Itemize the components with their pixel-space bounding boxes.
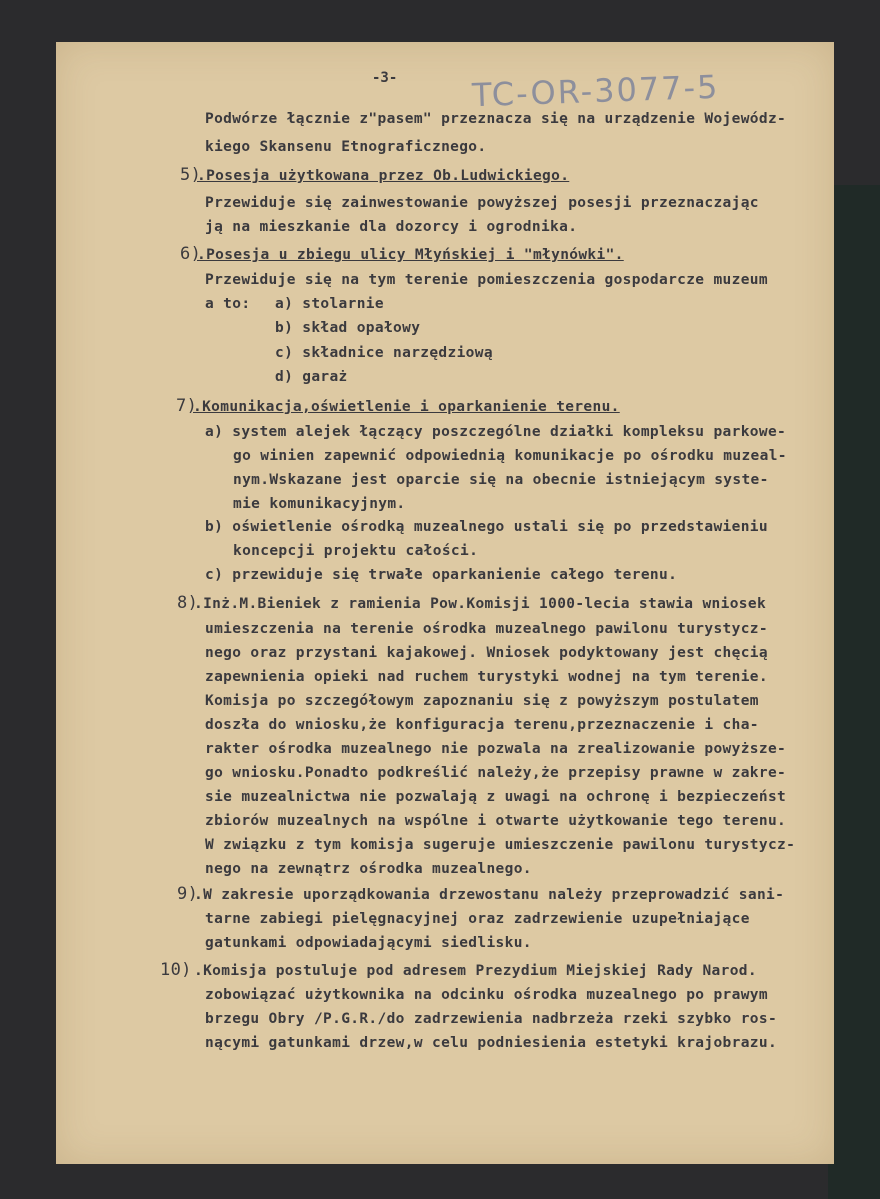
section-line: mie komunikacyjnym. bbox=[233, 496, 406, 512]
section-line: nego oraz przystani kajakowej. Wniosek podyktowany jest chęcią bbox=[205, 645, 768, 661]
section-line: brzegu Obry /P.G.R./do zadrzewienia nadbrzeża rzeki szybko ros- bbox=[205, 1011, 778, 1027]
section-line: koncepcji projektu całości. bbox=[233, 543, 479, 559]
section-line: go winien zapewnić odpowiednią komunikacje po ośrodku muzeal- bbox=[233, 448, 787, 464]
section-line: .Inż.M.Bieniek z ramienia Pow.Komisji 1000-lecia stawia wniosek bbox=[194, 596, 767, 612]
list-lead: a to: bbox=[205, 296, 251, 312]
section-line: a) system alejek łączący poszczególne działki kompleksu parkowe- bbox=[205, 424, 787, 440]
scanner-background bbox=[828, 185, 880, 1199]
page-number: -3- bbox=[372, 70, 398, 86]
section-number: 5) bbox=[180, 165, 202, 185]
intro-line: kiego Skansenu Etnograficznego. bbox=[205, 139, 487, 155]
section-line: doszła do wniosku,że konfiguracja terenu,przeznaczenie i cha- bbox=[205, 717, 759, 733]
list-item: c) składnice narzędziową bbox=[275, 345, 493, 361]
section-line: b) oświetlenie ośrodką muzealnego ustali się po przedstawieniu bbox=[205, 519, 768, 535]
section-heading: .Komunikacja,oświetlenie i oparkanienie terenu. bbox=[193, 399, 620, 415]
section-line: zobowiązać użytkownika na odcinku ośrodka muzealnego po prawym bbox=[205, 987, 768, 1003]
section-line: nego na zewnątrz ośrodka muzealnego. bbox=[205, 861, 532, 877]
handwritten-reference: TC-OR-3077-5 bbox=[471, 67, 721, 115]
section-heading: .Posesja użytkowana przez Ob.Ludwickiego. bbox=[197, 168, 570, 184]
list-item: a) stolarnie bbox=[275, 296, 384, 312]
list-item: b) skład opałowy bbox=[275, 320, 421, 336]
section-line: rakter ośrodka muzealnego nie pozwala na zrealizowanie powyższe- bbox=[205, 741, 787, 757]
section-number: 7) bbox=[176, 396, 198, 416]
section-line: go wniosku.Ponadto podkreślić należy,że przepisy prawne w zakre- bbox=[205, 765, 787, 781]
section-line: nącymi gatunkami drzew,w celu podniesienia estetyki krajobrazu. bbox=[205, 1035, 778, 1051]
list-item: d) garaż bbox=[275, 369, 348, 385]
section-heading: .Posesja u zbiegu ulicy Młyńskiej i "młynówki". bbox=[197, 247, 624, 263]
section-number: 8) bbox=[177, 593, 199, 613]
section-line: Przewiduje się zainwestowanie powyższej posesji przeznaczając bbox=[205, 195, 759, 211]
section-line: gatunkami odpowiadającymi siedlisku. bbox=[205, 935, 532, 951]
section-line: umieszczenia na terenie ośrodka muzealnego pawilonu turystycz- bbox=[205, 621, 768, 637]
section-line: nym.Wskazane jest oparcie się na obecnie istniejącym syste- bbox=[233, 472, 769, 488]
section-number: 6) bbox=[180, 244, 202, 264]
section-number: 10) bbox=[160, 960, 192, 980]
section-line: .Komisja postuluje pod adresem Prezydium Miejskiej Rady Narod. bbox=[194, 963, 757, 979]
section-line: Komisja po szczegółowym zapoznaniu się z powyższym postulatem bbox=[205, 693, 759, 709]
section-line: Przewiduje się na tym terenie pomieszczenia gospodarcze muzeum bbox=[205, 272, 768, 288]
section-line: c) przewiduje się trwałe oparkanienie całego terenu. bbox=[205, 567, 678, 583]
section-line: sie muzealnictwa nie pozwalają z uwagi na ochronę i bezpieczeńst bbox=[205, 789, 787, 805]
section-line: tarne zabiegi pielęgnacyjnej oraz zadrzewienie uzupełniające bbox=[205, 911, 750, 927]
section-line: ją na mieszkanie dla dozorcy i ogrodnika. bbox=[205, 219, 578, 235]
section-number: 9) bbox=[177, 884, 199, 904]
section-line: W związku z tym komisja sugeruje umieszczenie pawilonu turystycz- bbox=[205, 837, 796, 853]
section-line: zapewnienia opieki nad ruchem turystyki wodnej na tym terenie. bbox=[205, 669, 768, 685]
intro-line: Podwórze łącznie z"pasem" przeznacza się na urządzenie Wojewódz- bbox=[205, 111, 787, 127]
section-line: .W zakresie uporządkowania drzewostanu należy przeprowadzić sani- bbox=[194, 887, 785, 903]
section-line: zbiorów muzealnych na wspólne i otwarte użytkowanie tego terenu. bbox=[205, 813, 787, 829]
